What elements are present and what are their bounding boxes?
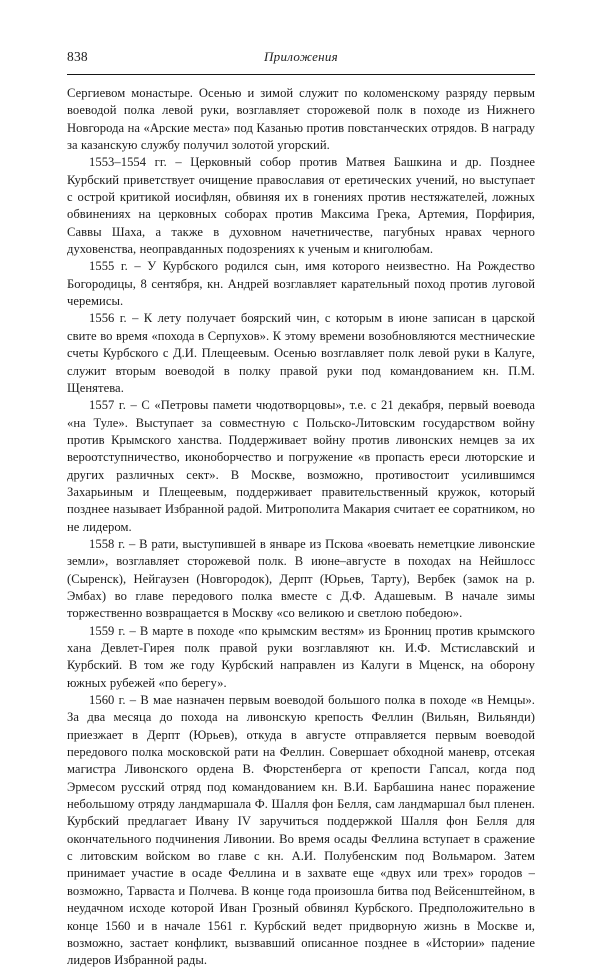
paragraph-1556: 1556 г. – К лету получает боярский чин, с которым в июне записан в царской свите во время «похода в Серпухов». К этому времени возобновляются местнические счеты Курбского с Д.И. Плещеевым. Осенью возглавляет полк левой руки в Калуге, служит вторым воеводой в полку правой руки под командованием кн. П.М. Щенятева. — [67, 311, 535, 395]
paragraph-1557: 1557 г. – С «Петровы памети чюдотворцовы», т.е. с 21 декабря, первый воевода «на Туле». Выступает за совместную с Польско-Литовским государством войну против Крымского ханства. Поддерживает войну против ливонских немцев за их вероотступничество, иконоборчество и погружение «в пропасть ереси люторские и других различных сект». В Москве, возможно, противостоит усилившимся Захарьиным и Плещеевым, поддерживает правительственный кружок, который позднее называет Избранной радой. Митрополита Макария считает ее соратником, но не лидером. — [67, 398, 535, 534]
running-head-title: Приложения — [263, 49, 339, 64]
header-divider-rule — [67, 74, 535, 75]
paragraph-1555: 1555 г. – У Курбского родился сын, имя которого неизвестно. На Рождество Богородицы, 8 сентября, кн. Андрей возглавляет карательный поход против луговой черемисы. — [67, 259, 535, 309]
paragraph-1560: 1560 г. – В мае назначен первым воеводой большого полка в походе «в Немцы». За два месяца до похода на ливонскую крепость Феллин (Вильян, Вильянди) приезжает в Дерпт (Юрьев), откуда в августе отправляется первым воеводой передового полка московской рати на Феллин. Совершает обходной маневр, отсекая магистра Ливонского ордена В. Фюрстенберга от крепости Гапсал, когда под Эрмесом русский отряд под командованием кн. В.И. Барбашина нанес поражение небольшому отряду ландмаршала Ф. Шалля фон Белля, сам ландмаршал был пленен. Курбский предлагает Ивану IV заручиться поддержкой Шалля фон Белля для окончательного подчинения Ливонии. Во время осады Феллина вступает в сражение с литовским войском во главе с кн. А.И. Полубенским под Вольмаром. Затем принимает участие в осаде Феллина и в захвате еще «двух или трех» городов – возможно, Тарваста и Полчева. В конце года произошла битва под Вейсенштейном, в неудачном исходе которой Иван Грозный обвинял Курбского. Предположительно в конце 1560 и в начале 1561 г. Курбский ведет придворную жизнь в Москве и, возможно, застает конфликт, вызвавший описанное позднее в «Истории» падение лидеров Избранной рады. — [67, 693, 535, 968]
running-header — [67, 48, 535, 70]
paragraph-1559: 1559 г. – В марте в походе «по крымским вестям» из Бронниц против крымского хана Девлет-Гирея полк правой руки возглавляют кн. И.Ф. Мстиславский и Курбский. В том же году Курбский направлен из Калуги в Мценск, на оборону южных рубежей «по берегу». — [67, 623, 535, 690]
body-text-block — [67, 85, 535, 970]
page-number: 838 — [67, 49, 88, 64]
paragraph-1553-1554: 1553–1554 гг. – Церковный собор против Матвея Башкина и др. Позднее Курбский приветствует очищение православия от еретических учений, но выступает с острой критикой иосифлян, обвиняя их в гонениях против нестяжателей, ложных обвинениях на церковных соборах против Максима Грека, Артемия, Порфирия, Саввы Шаха, а также в духовном начетничестве, пагубных нравах черного духовенства, неоправданных подозрениях к ученым и книголюбам. — [67, 155, 535, 257]
paragraph-continued: Сергиевом монастыре. Осенью и зимой служит по коломенскому разряду первым воеводой полка левой руки, возглавляет сторожевой полк в походе из Нижнего Новгорода на «Арские места» под Казанью против повстанческих отрядов. В награду за казанскую службу получил золотой угорский. — [67, 86, 535, 153]
paragraph-1558: 1558 г. – В рати, выступившей в январе из Пскова «воевать неметцкие ливонские земли», возглавляет сторожевой полк. В июне–августе в походах на Нейшлосс (Сыренск), Нейгаузен (Новгородок), Дерпт (Юрьев, Тарту), Вербек (замок на р. Эмбах) во главе передового полка вместе с Д.Ф. Адашевым. В начале зимы торжественно возвращается в Москву «со великою и светлою победою». — [67, 536, 535, 621]
